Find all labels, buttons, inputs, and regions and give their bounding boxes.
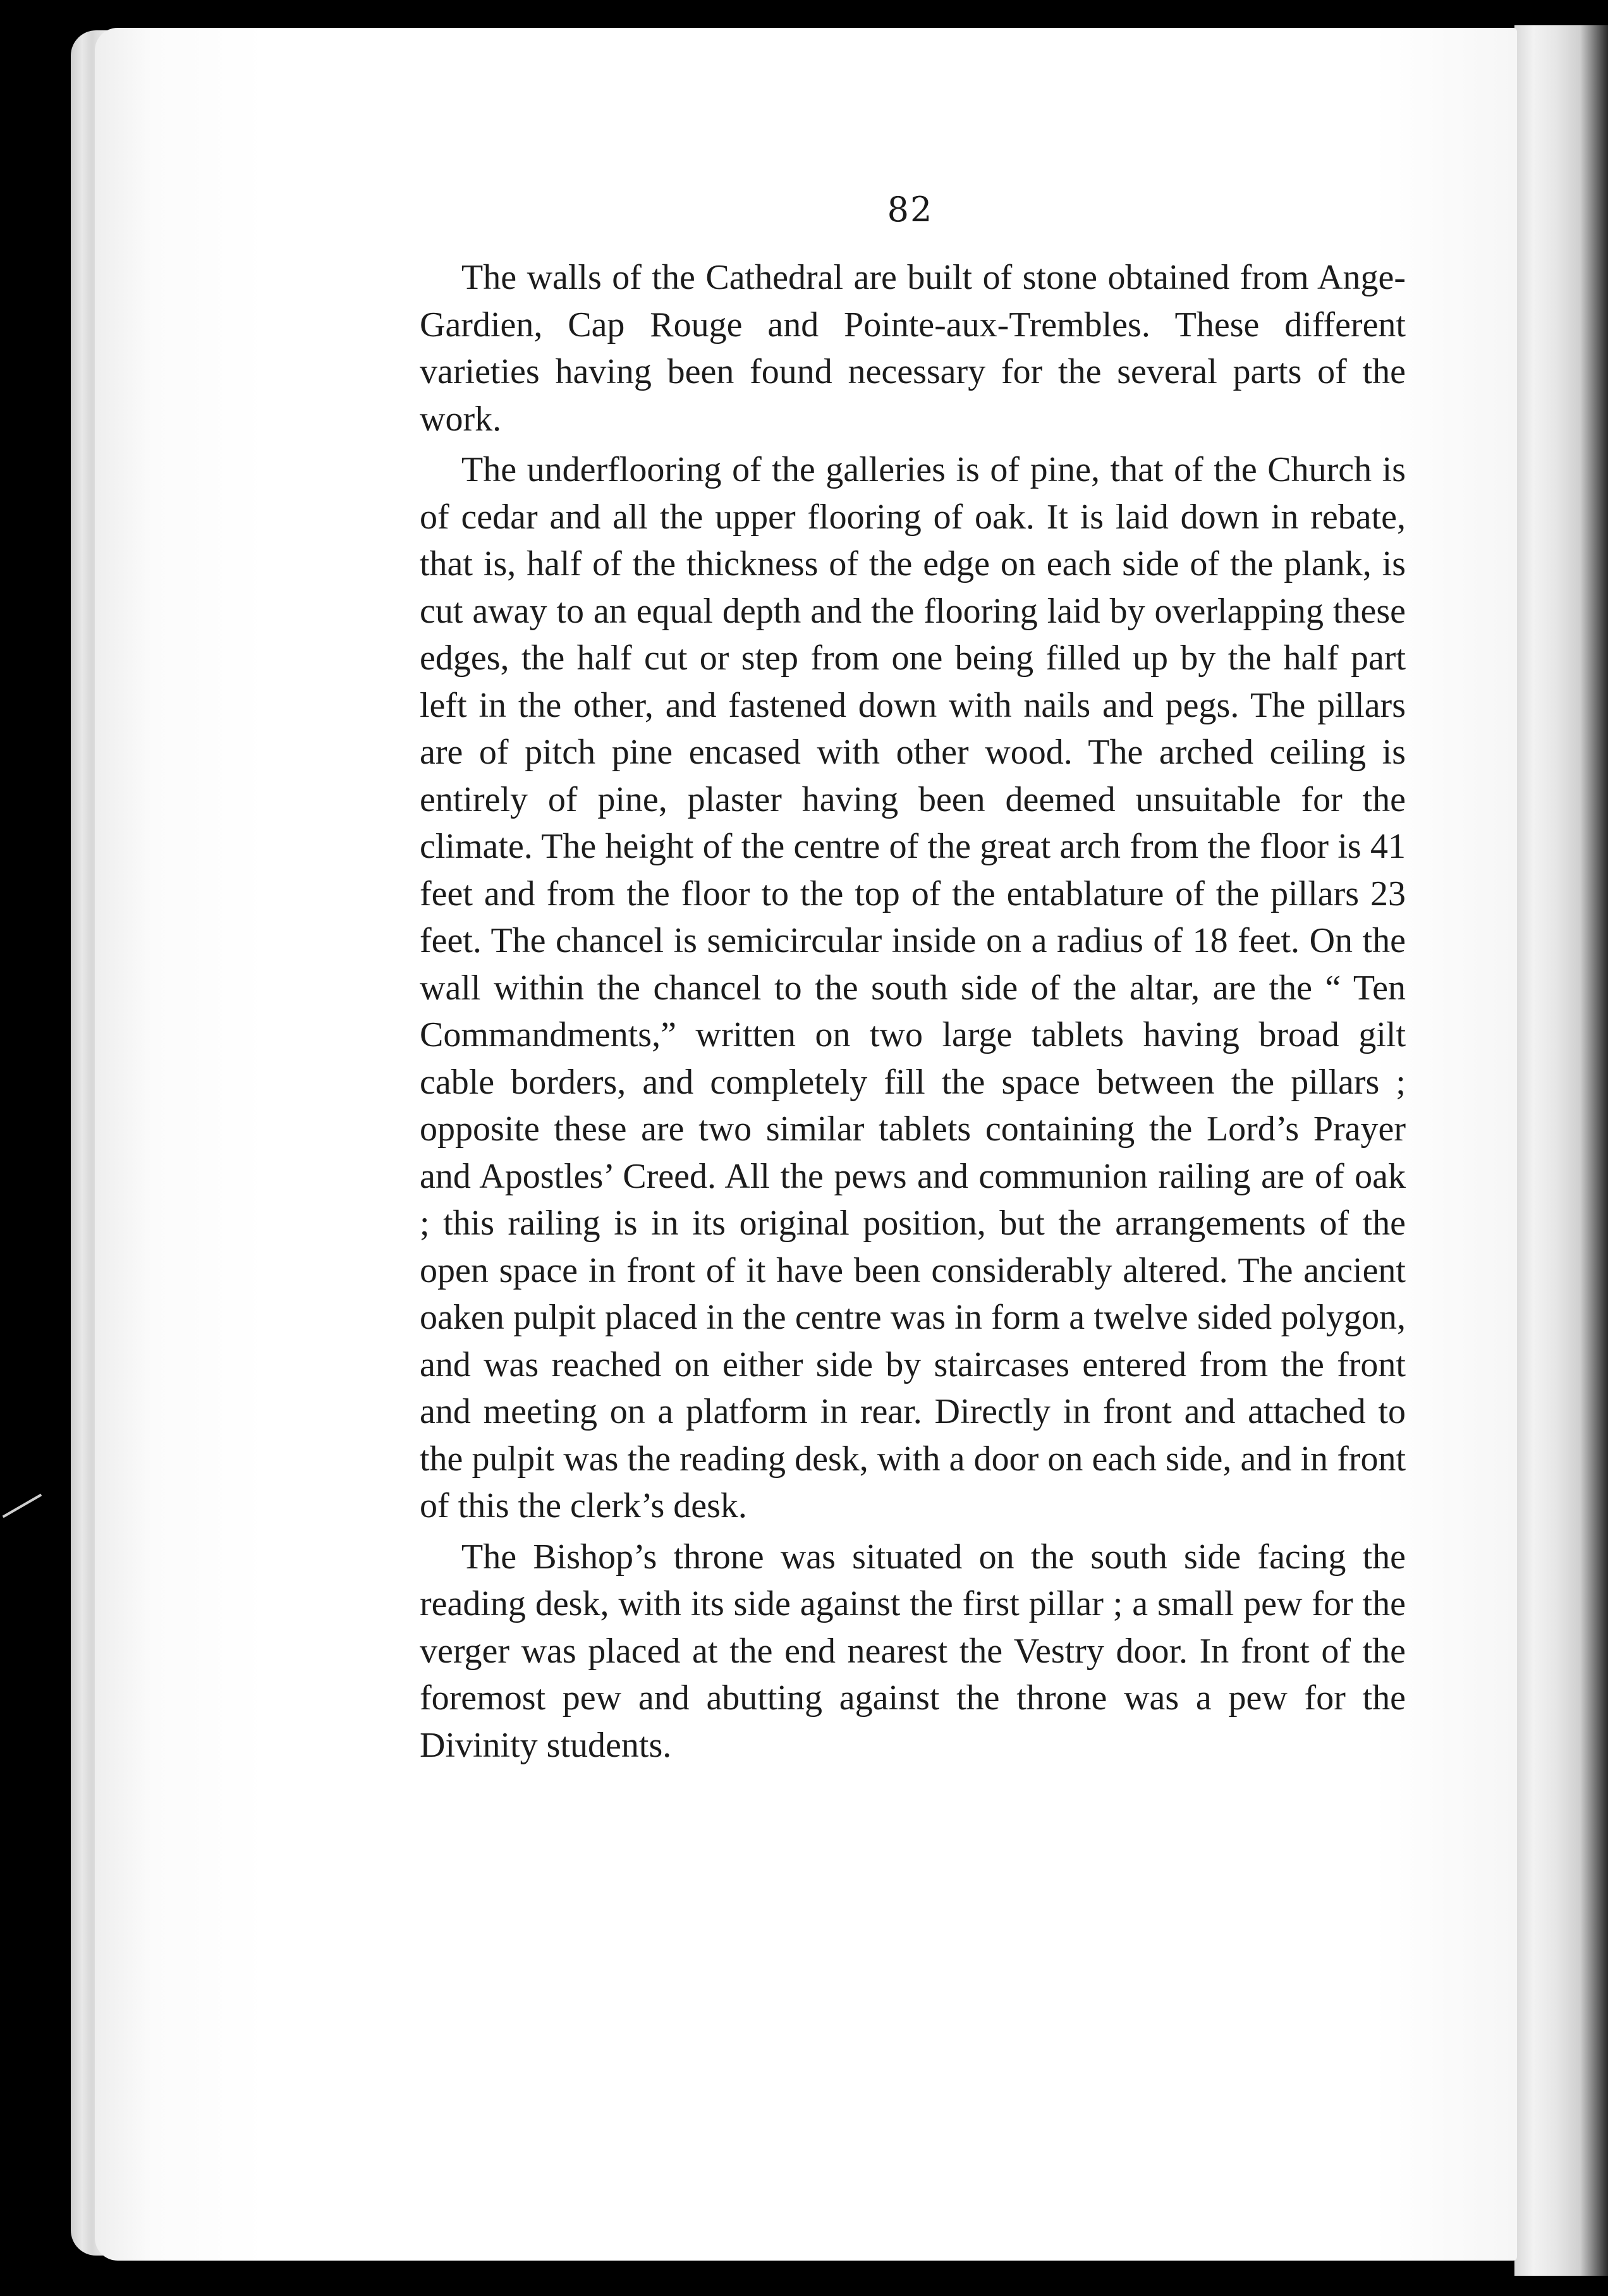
paragraph: The underflooring of the galleries is of pine, that of the Church is of cedar and all the upper flooring of oak. It is laid down in rebate, that is, half of the thickness of the edge on each side of the plank, is cut away to an equal depth and the flooring laid by overlapping these edges, the half cut or step from one being filled up by the half part left in the other, and fastened down with nails and pegs. The pillars are of pitch pine encased with other wood. The arched ceiling is entirely of pine, plaster having been deemed unsuitable for the climate. The height of the centre of the great arch from the floor is 41 feet and from the floor to the top of the entablature of the pillars 23 feet. The chancel is semicircular inside on a radius of 18 feet. On the wall within the chancel to the south side of the altar, are the “ Ten Commandments,” written on two large tablets having broad gilt cable borders, and completely fill the space between the pillars ; opposite these are two similar tablets containing the Lord’s Prayer and Apostles’ Creed. All the pews and communion railing are of oak ; this railing is in its original position, but the arrangements of the open space in front of it have been considerably altered. The ancient oaken pulpit placed in the centre was in form a twelve sided polygon, and was reached on either side by staircases entered from the front and meeting on a platform in rear. Directly in front and attached to the pulpit was the reading desk, with a door on each side, and in front of this the clerk’s desk. xyxy=(420,450,1406,1525)
page-number: 82 xyxy=(887,190,934,229)
body-text xyxy=(420,254,1406,1769)
book-gutter xyxy=(1514,25,1608,2276)
paragraph: The Bishop’s throne was situated on the south side facing the reading desk, with its side against the first pillar ; a small pew for the verger was placed at the end nearest the Vestry door. In front of the foremost pew and abutting against the throne was a pew for the Divinity students. xyxy=(420,1537,1406,1765)
paragraph: The walls of the Cathedral are built of stone obtained from Ange-Gardien, Cap Rouge and Pointe-aux-Trembles. These different varieties having been found necessary for the several parts of the work. xyxy=(420,258,1406,439)
